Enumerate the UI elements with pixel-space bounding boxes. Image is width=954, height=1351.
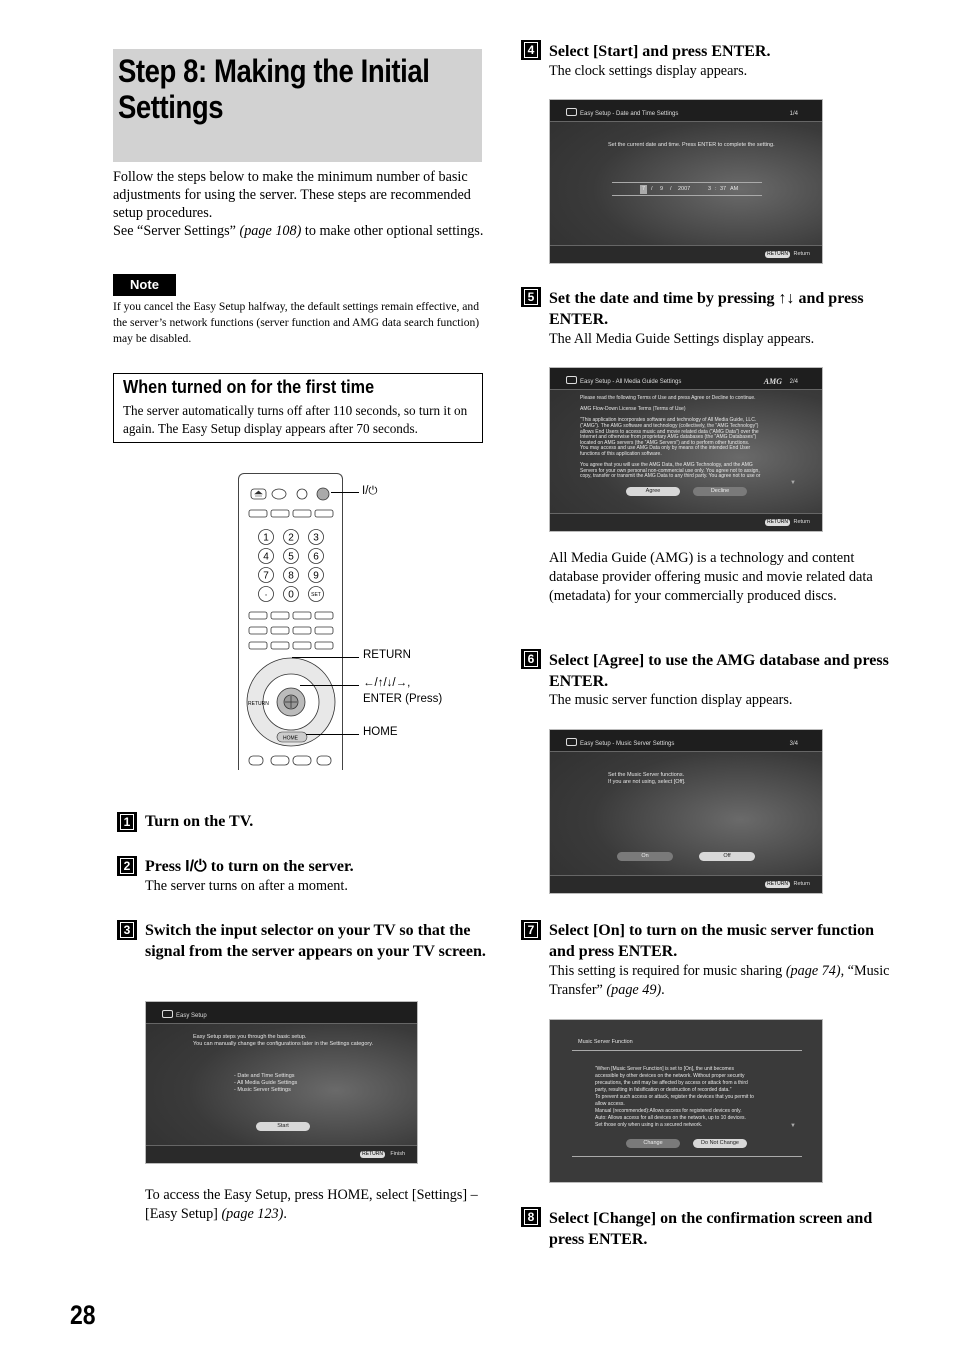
return-key-label: RETURN: [248, 701, 269, 707]
start-button[interactable]: Start: [256, 1122, 310, 1131]
screen-line: You can manually change the configurations later in the Settings category.: [193, 1041, 374, 1047]
step-7-number: 7: [521, 920, 541, 940]
intro-text: [113, 168, 485, 240]
step-8-heading: Select [Change] on the confirmation screen and press ENTER.: [549, 1210, 873, 1248]
agree-button[interactable]: Agree: [626, 487, 680, 496]
top-button-3: [297, 489, 307, 499]
footer-text: Return: [793, 251, 810, 257]
keypad-label: ·: [264, 589, 268, 601]
keypad-label: 8: [288, 570, 294, 582]
return-key-badge: RETURN: [362, 1151, 383, 1157]
step-2-number: 2: [117, 856, 137, 876]
screen-title: Easy Setup: [176, 1013, 207, 1019]
remote-label-arrows: ←/↑/↓/→,: [363, 677, 411, 689]
leader-power: [331, 492, 359, 493]
power-icon: I/⏻: [185, 858, 207, 875]
toolbox-icon: [162, 1010, 173, 1018]
step-2-text: The server turns on after a moment.: [145, 878, 348, 894]
off-button[interactable]: Off: [699, 852, 755, 861]
step-1-heading: Turn on the TV.: [145, 813, 254, 830]
amg-terms-text: Please read the following Terms of Use and press Agree or Decline to continue. AMG Flow-Down License Terms (Terms of Use) “This application incorporates software and technology of All Media Guide, LLC. (“AMG”). The AMG software and technology (collectively, the “AMG Technology”) allows End Users to access music and movie related data (“AMG Data”) over the Internet and otherwise from proprietary AMG databases (the “AMG Databases”) located on AMG servers (the “AMG Servers”) and to perform other functions. You may access and use AMG Data only by means of the intended End User functions of this application software. You agree that you will use the AMG Data, the AMG Technology, and the AMG Servers for your own personal non-commercial use only. You agree not to assign, copy, transfer or transmit the AMG Data to any third party. You agree not to use or: [580, 395, 761, 480]
step-5-text: The All Media Guide Settings display appears.: [549, 331, 815, 347]
home-key-label: HOME: [283, 735, 298, 742]
intro-paragraph: Follow the steps below to make the minimum number of basic adjustments for using the server. These steps are recommended setup procedures.: [113, 169, 471, 221]
date-separator: /: [651, 186, 653, 192]
screen-line: Set the current date and time. Press ENTER to complete the setting.: [608, 142, 775, 148]
do-not-change-button[interactable]: Do Not Change: [693, 1139, 747, 1148]
date-separator: /: [670, 186, 672, 192]
step-7-heading: Select [On] to turn on the music server function and press ENTER.: [549, 922, 874, 960]
on-button[interactable]: On: [617, 852, 673, 861]
leader-home: [306, 734, 359, 735]
amg-logo: AMG: [763, 377, 782, 386]
decline-button[interactable]: Decline: [693, 487, 747, 496]
time-ampm[interactable]: AM: [730, 186, 739, 192]
screen-title: Easy Setup - Date and Time Settings: [580, 111, 679, 117]
step-5-after-text: All Media Guide (AMG) is a technology and content database provider offering music and movie related data (metadata) for your commercially produced discs.: [549, 550, 873, 604]
screen-item: - Music Server Settings: [234, 1087, 291, 1093]
intro-reference: [113, 222, 485, 240]
time-hour[interactable]: 3: [708, 186, 712, 192]
return-key-badge: RETURN: [767, 519, 788, 525]
return-key-badge: RETURN: [767, 881, 788, 887]
step-2-heading: Press I/⏻ to turn on the server.: [145, 858, 354, 875]
screen-line: Easy Setup steps you through the basic setup.: [193, 1034, 307, 1040]
step-4-number: 4: [521, 40, 541, 60]
scroll-down-icon[interactable]: ▼: [790, 480, 796, 486]
screen-item: - Date and Time Settings: [234, 1073, 295, 1079]
confirm-title: Music Server Function: [578, 1039, 633, 1045]
screen-confirmation: [549, 1019, 823, 1183]
screen-page: 3/4: [789, 741, 798, 747]
screen-line: If you are not using, select [Off].: [608, 779, 686, 785]
keypad-label: 0: [288, 589, 294, 601]
page-ref-123[interactable]: (page 123): [221, 1206, 284, 1222]
remote-label-return: RETURN: [363, 649, 411, 661]
footer-text: Return: [793, 881, 810, 887]
step-1-number: 1: [117, 812, 137, 832]
confirm-text: “When [Music Server Function] is set to [On], the unit becomes accessible by other devices on the network. Without proper security precautions, the unit may be affected by access or attack from a third party, resulting in falsification or destruction of recorded data.” To prevent such access or attack, register the devices that you permit to allow access. Manual (recommended):Allows access for registered devices only. Auto: Allows access for all devices on the network, up to 10 devices. Set those only when using in a secured network.: [595, 1066, 754, 1128]
remote-label-home: HOME: [363, 726, 398, 738]
top-button-2: [272, 489, 286, 499]
remote-label-power: I/⏻: [362, 485, 378, 497]
step-6-text: The music server function display appears.: [549, 692, 793, 708]
step-3-after-text: To access the Easy Setup, press HOME, select [Settings] – [Easy Setup] (page 123).: [145, 1187, 478, 1222]
title-banner: [113, 49, 482, 162]
intro-ref-post: to make other optional settings.: [301, 223, 484, 239]
page-ref-108[interactable]: (page 108): [239, 223, 302, 239]
screen-easy-setup: [145, 1001, 418, 1164]
step-3-number: 3: [117, 920, 137, 940]
leader-return: [292, 657, 359, 658]
remote-control-illustration: [238, 473, 343, 770]
page-ref-74[interactable]: (page 74): [785, 963, 841, 979]
step-4-heading: Select [Start] and press ENTER.: [549, 43, 771, 60]
time-separator: :: [715, 186, 717, 192]
page-number: 28: [70, 1300, 96, 1330]
power-button: [317, 488, 329, 500]
keypad-label: 2: [288, 532, 294, 544]
step-4-text: The clock settings display appears.: [549, 63, 748, 79]
step-6-heading: Select [Agree] to use the AMG database and press ENTER.: [549, 652, 889, 690]
keypad-label: 9: [313, 570, 319, 582]
page-ref-49[interactable]: (page 49): [606, 982, 662, 998]
first-time-heading: When turned on for the first time: [123, 377, 375, 397]
first-time-text: The server automatically turns off after 110 seconds, so turn it on again. The Easy Setup display appears after 70 seconds.: [123, 403, 468, 436]
screen-title: Easy Setup - All Media Guide Settings: [580, 379, 682, 385]
date-day[interactable]: 9: [660, 186, 664, 192]
screen-page: 1/4: [789, 111, 798, 117]
intro-ref-pre: See “Server Settings”: [113, 223, 240, 239]
keypad-label: SET: [311, 592, 321, 598]
toolbox-icon: [566, 108, 577, 116]
note-text: If you cancel the Easy Setup halfway, the default settings remain effective, and the server’s network functions (server function and AMG data search function) may be disabled.: [113, 300, 480, 345]
first-time-box: [113, 373, 483, 443]
screen-title: Easy Setup - Music Server Settings: [580, 741, 675, 747]
keypad-label: 7: [263, 570, 269, 582]
leader-arrows: [300, 685, 359, 686]
up-down-arrows-icon: ↑↓: [778, 290, 795, 307]
screen-music-server: [549, 729, 823, 894]
keypad-label: 5: [288, 551, 294, 563]
page-title: Step 8: Making the Initial Settings: [118, 53, 430, 125]
step-6-number: 6: [521, 649, 541, 669]
return-key-badge: RETURN: [767, 251, 788, 257]
step-8-number: 8: [521, 1207, 541, 1227]
scroll-down-icon[interactable]: ▼: [790, 1123, 796, 1129]
note-badge: Note: [113, 274, 176, 296]
keypad-label: 6: [313, 551, 319, 563]
screen-line: Set the Music Server functions.: [608, 772, 685, 778]
footer-text: Finish: [390, 1151, 405, 1157]
toolbox-icon: [566, 376, 577, 384]
screen-date-time: [549, 99, 823, 264]
footer-text: Return: [793, 519, 810, 525]
step-5-number: 5: [521, 287, 541, 307]
step-7-text: This setting is required for music sharing (page 74), “Music Transfer” (page 49).: [549, 963, 890, 998]
date-year[interactable]: 2007: [678, 186, 691, 192]
remote-drawing: [239, 474, 343, 770]
toolbox-icon: [566, 738, 577, 746]
date-month[interactable]: 7: [642, 186, 646, 192]
remote-label-enter: ENTER (Press): [363, 693, 443, 705]
step-3-heading: Switch the input selector on your TV so that the signal from the server appears on your TV screen.: [145, 922, 486, 960]
time-minute[interactable]: 37: [720, 186, 727, 192]
keypad-label: 4: [263, 551, 269, 563]
screen-page: 2/4: [789, 379, 798, 385]
screen-item: - All Media Guide Settings: [234, 1080, 298, 1086]
keypad-label: 1: [263, 532, 269, 544]
change-button[interactable]: Change: [626, 1139, 680, 1148]
screen-amg-settings: [549, 367, 823, 532]
step-5-heading: Set the date and time by pressing ↑↓ and press ENTER.: [549, 290, 864, 328]
keypad-label: 3: [313, 532, 319, 544]
